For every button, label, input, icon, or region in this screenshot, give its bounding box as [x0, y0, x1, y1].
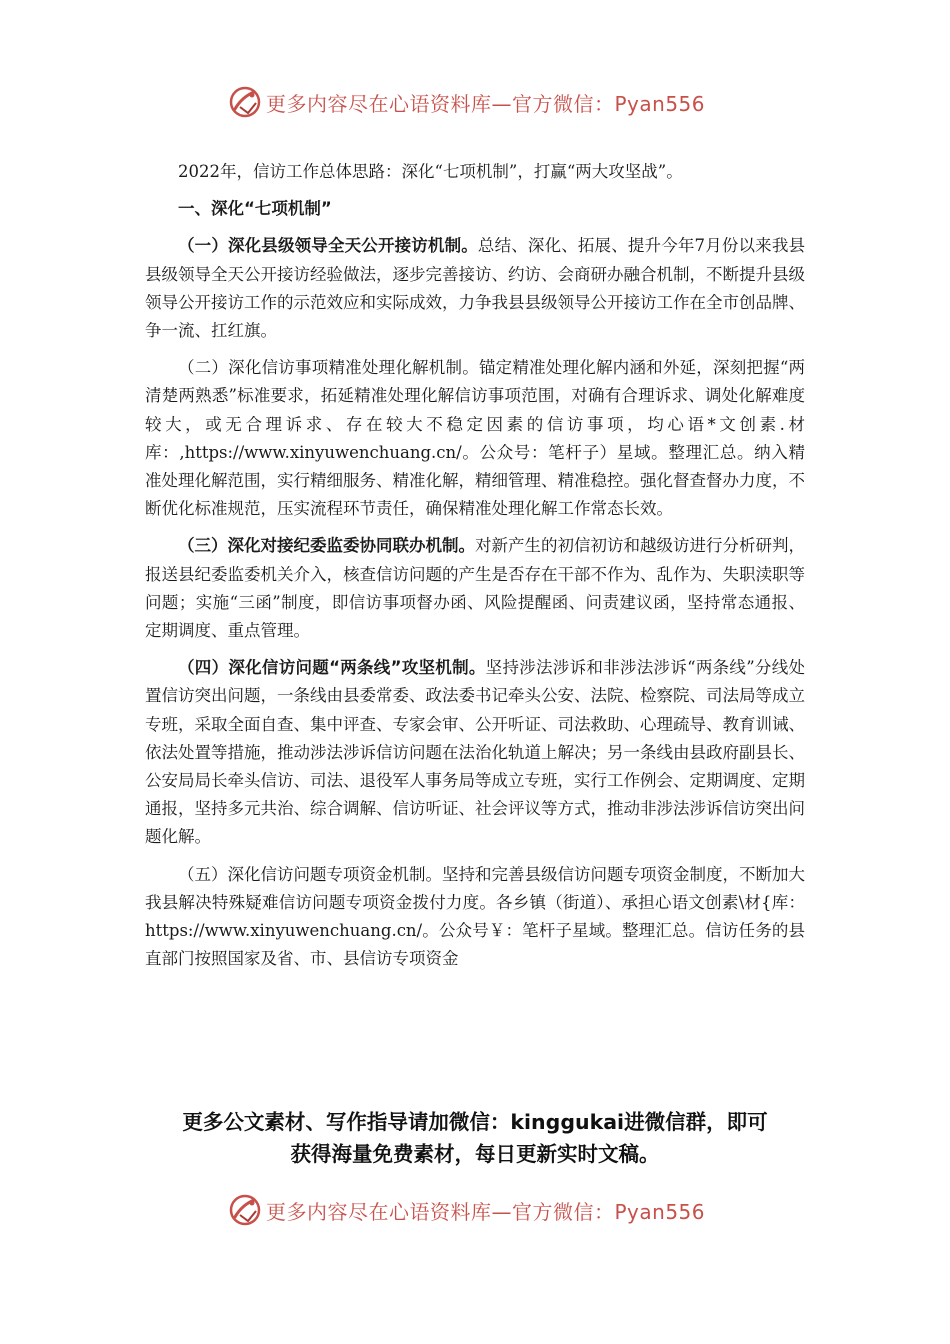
book-logo-icon: [226, 1191, 264, 1229]
document-body: [145, 158, 805, 982]
item-body: 锚定精准处理化解内涵和外延，深刻把握“两清楚两熟悉”标准要求，拓延精准处理化解信访事项范围，对确有合理诉求、调处化解难度较大，或无合理诉求、存在较大不稳定因素的信访事项，均心语*文创素.材库：,https://www.xinyuwenchuang.cn/。公众号：笔杆子）星域。整理汇总。纳入精准处理化解范围，实行精细服务、精准化解，精细管理、精准稳控。强化督查督办力度，不断优化标准规范，压实流程环节责任，确保精准处理化解工作常态长效。: [145, 358, 806, 519]
item-paragraph: [145, 861, 805, 974]
item-title: （三）深化对接纪委监委协同联办机制。: [178, 536, 475, 556]
item-body: 坚持和完善县级信访问题专项资金制度，不断加大我县解决特殊疑难信访问题专项资金拨付力度。各乡镇（街道）、承担心语文创素\材{库：https://www.xinyuwenchuang.cn/。公众号￥：笔杆子星域。整理汇总。信访任务的县直部门按照国家及省、市、县信访专项资金: [145, 864, 805, 969]
section-heading: 一、深化“七项机制”: [178, 199, 332, 219]
intro-paragraph: 2022年，信访工作总体思路：深化“七项机制”，打赢“两大攻坚战”。: [178, 162, 683, 181]
footer-cta: [100, 1106, 850, 1170]
item-body: 坚持涉法涉诉和非涉法涉诉“两条线”分线处置信访突出问题，一条线由县委常委、政法委书记牵头公安、法院、检察院、司法局等成立专班，采取全面自查、集中评查、专家会审、公开听证、司法救助、心理疏导、教育训诫、依法处置等措施，推动涉法涉诉信访问题在法治化轨道上解决；另一条线由县政府副县长、公安局局长牵头信访、司法、退役军人事务局等成立专班，实行工作例会、定期调度、定期通报，坚持多元共治、综合调解、信访听证、社会评议等方式，推动非涉法涉诉信访突出问题化解。: [145, 658, 805, 847]
footer-line-1: 更多公文素材、写作指导请加微信：kinggukai进微信群，即可: [182, 1110, 768, 1134]
banner-text: 更多内容尽在心语资料库—官方微信：Pyan556: [266, 1199, 706, 1224]
item-title: （四）深化信访问题“两条线”攻坚机制。: [178, 658, 486, 678]
banner-text: 更多内容尽在心语资料库—官方微信：Pyan556: [266, 91, 706, 116]
footer-line-2: 获得海量免费素材，每日更新实时文稿。: [290, 1142, 660, 1166]
item-paragraph: [145, 232, 805, 345]
item-paragraph: [145, 654, 805, 851]
footer-banner: [0, 1190, 950, 1230]
header-banner: [0, 82, 950, 122]
item-body: 总结、深化、拓展、提升今年7月份以来我县县级领导全天公开接访经验做法，逐步完善接访、约访、会商研办融合机制，不断提升县级领导公开接访工作的示范效应和实际成效，力争我县县级领导公开接访工作在全市创品牌、争一流、扛红旗。: [145, 236, 806, 341]
item-title: （二）深化信访事项精准处理化解机制。: [178, 358, 479, 378]
item-paragraph: [145, 532, 805, 645]
item-title: （五）深化信访问题专项资金机制。: [178, 864, 442, 884]
item-paragraph: [145, 354, 805, 523]
item-title: （一）深化县级领导全天公开接访机制。: [178, 236, 478, 256]
book-logo-icon: [226, 83, 264, 121]
item-body: 对新产生的初信初访和越级访进行分析研判，报送县纪委监委机关介入，核查信访问题的产生是否存在干部不作为、乱作为、失职渎职等问题；实施“三函”制度，即信访事项督办函、风险提醒函、问责建议函，坚持常态通报、定期调度、重点管理。: [145, 536, 805, 641]
